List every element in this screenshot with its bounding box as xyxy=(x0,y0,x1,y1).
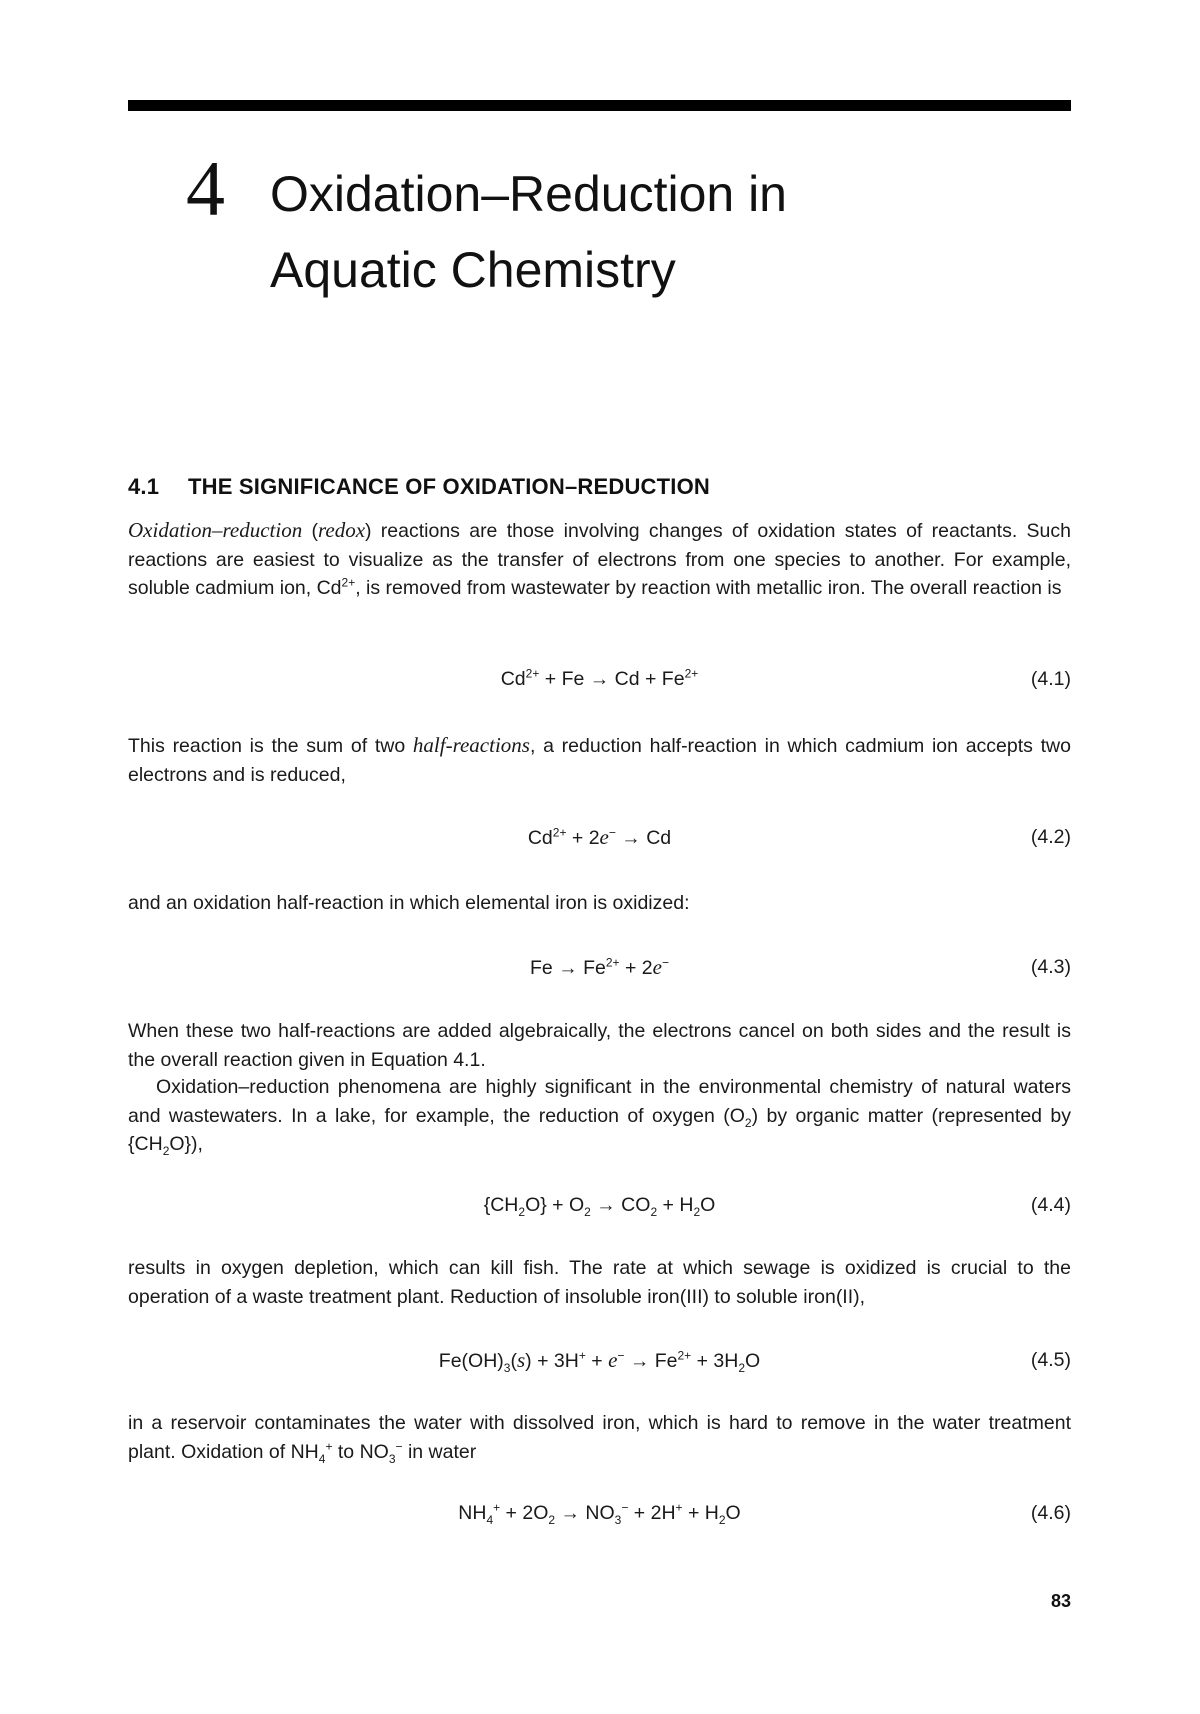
equation-4-4 xyxy=(128,1190,1071,1220)
text-span: This reaction is the sum of two xyxy=(128,735,413,757)
equation-4-1 xyxy=(128,664,1071,694)
equation-expression: $\{CH_2O\} + O_2 \to CO_2 + H_2O$ xyxy=(483,1194,716,1219)
equation-number: (4.5) xyxy=(1030,1349,1071,1371)
equation-number: (4.6) xyxy=(1030,1502,1071,1524)
section-number: 4.1 xyxy=(128,474,160,499)
paragraph-4: When these two half-reactions are added algebraically, the electrons cancel on both sides and the result is the overall reaction given in Equation 4.1. xyxy=(128,1020,1071,1071)
subscript: 2 xyxy=(744,1115,752,1130)
superscript: − xyxy=(395,1439,403,1453)
section-title: THE SIGNIFICANCE OF OXIDATION–REDUCTION xyxy=(188,474,710,499)
chapter-number: 4 xyxy=(186,145,225,232)
paragraph-7 xyxy=(128,1409,1071,1466)
paragraph-2 xyxy=(128,731,1071,789)
paragraph-3: and an oxidation half-reaction in which elemental iron is oxidized: xyxy=(128,892,690,914)
superscript: + xyxy=(325,1439,333,1453)
equation-4-5 xyxy=(128,1345,1071,1375)
equation-expression: $Cd^{2+} + 2e^- \to Cd$ xyxy=(527,825,672,849)
equation-expression: $NH_4^+ + 2O_2 \to NO_3^- + 2H^+ + H_2O$ xyxy=(458,1500,741,1527)
subscript: 2 xyxy=(162,1143,170,1158)
term-half-reactions: half-reactions xyxy=(412,733,530,757)
text-span: Oxidation–reduction phenomena are highly significant in the environmental chemistry of natural waters and wastewaters. In a lake, for example, the reduction of oxygen (O xyxy=(128,1076,1071,1127)
equation-4-2 xyxy=(128,822,1071,852)
equation-number: (4.1) xyxy=(1030,668,1071,690)
section-heading xyxy=(128,474,710,500)
subscript: 4 xyxy=(318,1451,326,1466)
equation-number: (4.3) xyxy=(1030,956,1071,978)
text-span: , a reduction half-reaction in which cadmium ion accepts two electrons and is reduced, xyxy=(128,735,1071,786)
text-span: ) reactions are those involving changes of oxidation states of reactants. Such reactions are easiest to visualize as the transfer of electrons from one species to another. For example, soluble cadmium ion, Cd xyxy=(128,520,1071,599)
text-span: O}), xyxy=(169,1133,203,1155)
text-span: ) by organic matter (represented by {CH xyxy=(128,1104,1071,1155)
subscript: 3 xyxy=(388,1451,396,1466)
term-redox: redox xyxy=(317,518,366,542)
chapter-top-rule xyxy=(128,100,1071,111)
text-span: ( xyxy=(302,520,318,542)
text-span: in a reservoir contaminates the water with dissolved iron, which is hard to remove in the water treatment plant. Oxidation of NH xyxy=(128,1412,1071,1463)
equation-number: (4.4) xyxy=(1030,1194,1071,1216)
paragraph-6: results in oxygen depletion, which can kill fish. The rate at which sewage is oxidized is crucial to the operation of a waste treatment plant. Reduction of insoluble iron(III) to soluble iron(II), xyxy=(128,1257,1071,1308)
equation-expression: $Cd^{2+} + Fe \to Cd + Fe^{2+}$ xyxy=(500,666,699,690)
superscript: 2+ xyxy=(341,575,356,590)
equation-number: (4.2) xyxy=(1030,826,1071,848)
equation-expression: $Fe(OH)_3(s) + 3H^+ + e^- \to Fe^{2+} + 3H_2O$ xyxy=(438,1348,761,1375)
text-span: , is removed from wastewater by reaction with metallic iron. The overall reaction is xyxy=(355,577,1062,599)
paragraph-5 xyxy=(128,1073,1071,1159)
chapter-title-line-1: Oxidation–Reduction in xyxy=(270,166,787,222)
equation-4-3 xyxy=(128,952,1071,982)
chapter-title xyxy=(270,156,1050,308)
text-span: in water xyxy=(402,1440,477,1463)
equation-4-6 xyxy=(128,1498,1071,1528)
chapter-title-line-2: Aquatic Chemistry xyxy=(270,242,676,298)
text-span: to NO xyxy=(332,1440,389,1463)
page-number: 83 xyxy=(1050,1591,1071,1611)
equation-expression: $Fe \to Fe^{2+} + 2e^-$ xyxy=(530,955,669,979)
paragraph-1 xyxy=(128,516,1071,603)
term-oxidation-reduction: Oxidation–reduction xyxy=(128,518,303,542)
